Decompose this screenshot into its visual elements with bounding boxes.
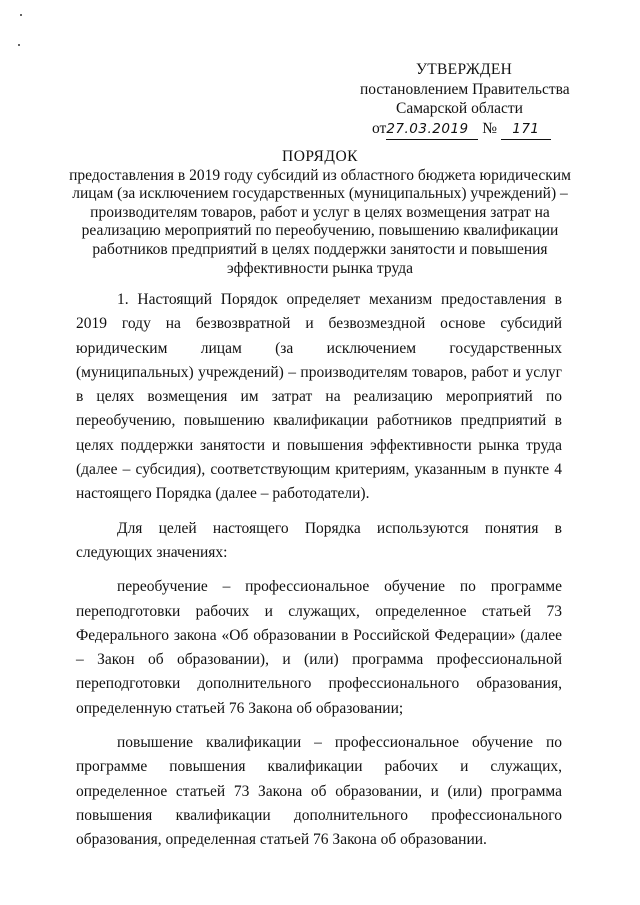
- paragraph-2: Для целей настоящего Порядка используются понятия в следующих значениях:: [76, 519, 562, 561]
- paragraph-1: 1. Настоящий Порядок определяет механизм предоставления в 2019 году на безвозвратной и безвозмездной основе субсидий юридическим лицам (за исключением государственных (муниципальных) учреждений) – производителям товаров, работ и услуг в целях возмещения им затрат на реализацию мероприятий по переобучению, повышению квалификации работников предприятий в целях поддержки занятости и повышения эффективности рынка труда (далее – субсидия), соответствующим критериям, указанным в пункте 4 настоящего Порядка (далее – работодатели).: [76, 291, 562, 503]
- document-subtitle: предоставления в 2019 году субсидий из областного бюджета юридическим лицам (за исключением государственных (муниципальных) учреждений) – производителям товаров, работ и услуг в целях возмещения затрат на реализацию мероприятий по переобучению, повышению квалификации работников предприятий в целях поддержки занятости и повышения эффективности рынка труда: [69, 166, 571, 277]
- paragraph-retraining-definition: переобучение – профессиональное обучение по программе переподготовки рабочих и служащих, определенное статьей 73 Федерального закона «Об образовании в Российской Федерации» (далее – Закон об образовании), и (или) программа профессиональной переподготовки дополнительного профессионального образования, определенную статьей 76 Закона об образовании;: [76, 578, 562, 717]
- date-prefix: от: [372, 119, 387, 137]
- handwritten-number: 171: [501, 120, 551, 141]
- document-title: ПОРЯДОК: [282, 148, 358, 165]
- scan-speck: [18, 44, 20, 46]
- scan-speck: [20, 14, 22, 16]
- approval-date-number: [360, 119, 600, 141]
- document-title-block: [60, 148, 580, 278]
- number-prefix: №: [482, 119, 497, 137]
- approval-region: Самарской области: [396, 100, 523, 117]
- handwritten-date: 27.03.2019: [386, 120, 478, 141]
- approval-issuer: постановлением Правительства: [360, 80, 570, 98]
- paragraph-qualification-definition: повышение квалификации – профессиональное обучение по программе повышения квалификации рабочих и служащих, определенное статьей 73 Закона об образовании, и (или) программа повышения квалификации дополнительного профессионального образования, определенная статьей 76 Закона об образовании.: [76, 734, 562, 849]
- approval-heading: УТВЕРЖДЕН: [416, 61, 513, 78]
- document-body: [76, 288, 562, 853]
- approval-block: [360, 60, 600, 140]
